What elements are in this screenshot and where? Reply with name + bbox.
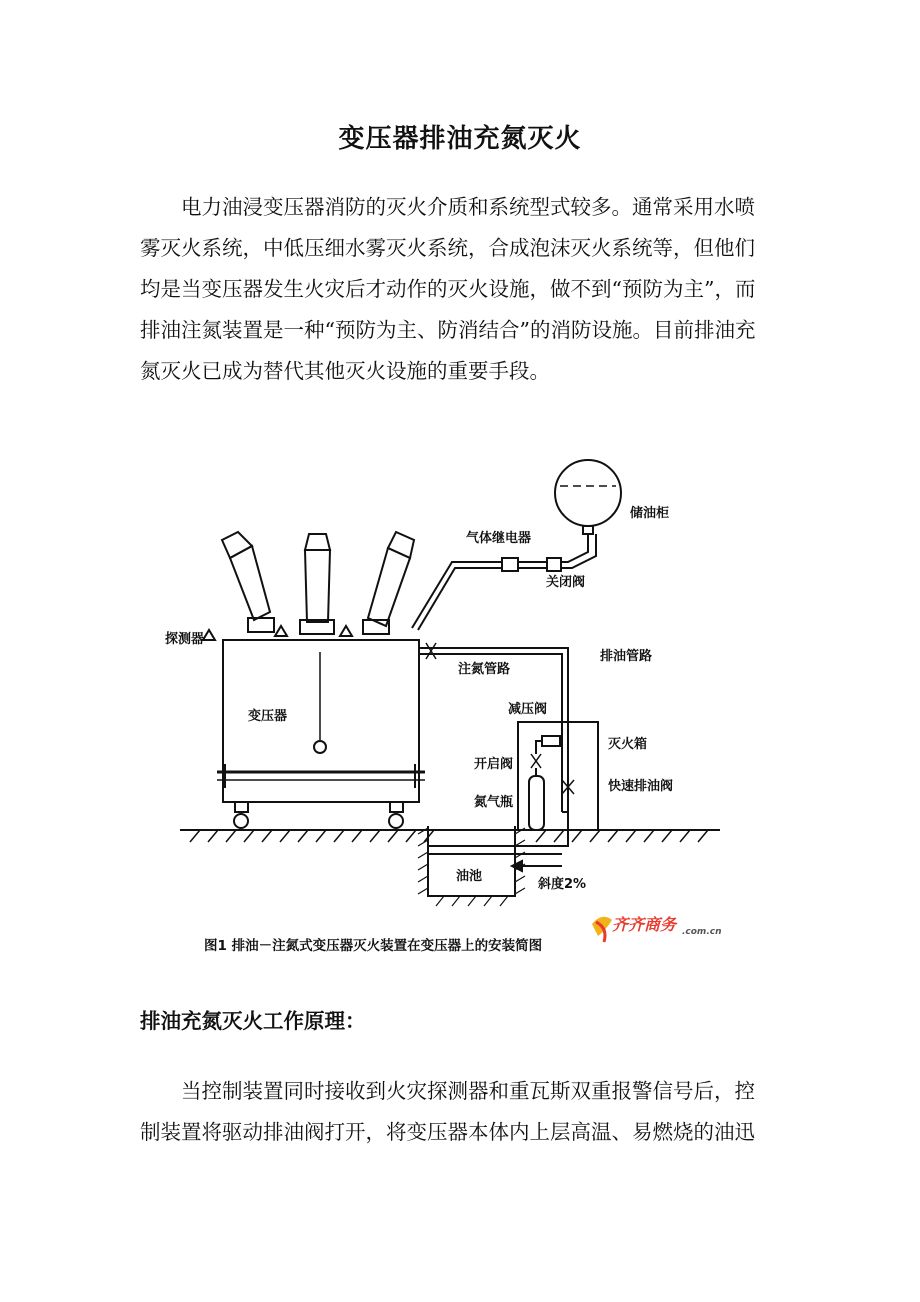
ground-hatch [190, 830, 708, 842]
detector-icon [275, 626, 287, 636]
label-conservator: 储油柜 [630, 506, 670, 521]
label-transformer: 变压器 [248, 709, 288, 724]
gas-relay [502, 558, 518, 571]
intro-line: 电力油浸变压器消防的灭火介质和系统型式较多。通常采用水喷 [181, 195, 755, 219]
bushing-center [300, 534, 334, 634]
intro-line: 排油注氮装置是一种“预防为主、防消结合”的消防设施。目前排油充 [140, 318, 756, 342]
document-title: 变压器排油充氮灭火 [338, 124, 582, 154]
label-slope: 斜度2% [538, 877, 587, 892]
label-detector: 探测器 [165, 632, 205, 647]
intro-line: 氮灭火已成为替代其他灭火设施的重要手段。 [140, 359, 550, 383]
watermark-domain: .com.cn [682, 927, 722, 937]
intro-line: 均是当变压器发生火灾后才动作的灭火设施，做不到“预防为主”，而 [140, 277, 756, 301]
label-oil-pit: 油池 [456, 869, 483, 884]
intro-paragraph [140, 187, 782, 392]
body-line: 当控制装置同时接收到火灾探测器和重瓦斯双重报警信号后，控 [181, 1079, 755, 1103]
bushing-right [363, 532, 414, 634]
label-oil-drain-pipe: 排油管路 [600, 649, 653, 664]
label-quick-drain-valve: 快速排油阀 [608, 779, 674, 794]
oil-pit [428, 826, 515, 896]
detector-icon [340, 626, 352, 636]
watermark-logo [592, 915, 721, 942]
detector-icon [203, 630, 215, 640]
label-shutoff-valve: 关闭阀 [546, 575, 586, 590]
transformer-diagram [160, 450, 740, 970]
section-heading: 排油充氮灭火工作原理： [140, 1009, 366, 1033]
valve-icon [426, 643, 436, 659]
label-gas-relay: 气体继电器 [466, 531, 532, 546]
figure-caption: 图1 排油－注氮式变压器灭火装置在变压器上的安装简图 [204, 938, 543, 954]
body-line: 制装置将驱动排油阀打开，将变压器本体内上层高温、易燃烧的油迅 [140, 1120, 755, 1144]
label-pressure-reducer: 减压阀 [508, 702, 548, 717]
label-nitrogen-pipe: 注氮管路 [458, 662, 511, 677]
nitrogen-cylinder [529, 776, 544, 830]
label-open-valve: 开启阀 [474, 757, 514, 772]
intro-line: 雾灭火系统，中低压细水雾灭火系统，合成泡沫灭火系统等，但他们 [140, 236, 755, 260]
conservator-tank [555, 460, 621, 526]
shutoff-valve [547, 558, 561, 571]
opening-valve [531, 754, 541, 768]
label-nitrogen-bottle: 氮气瓶 [474, 795, 514, 810]
watermark-brand: 齐齐商务 [612, 915, 677, 934]
label-extinguish-box: 灭火箱 [608, 737, 648, 752]
pressure-reducing-valve [542, 736, 560, 746]
transformer-diagram-figure [160, 450, 740, 970]
bushing-left [222, 532, 274, 632]
body-paragraph [140, 1071, 782, 1153]
conservator-neck [583, 526, 593, 534]
